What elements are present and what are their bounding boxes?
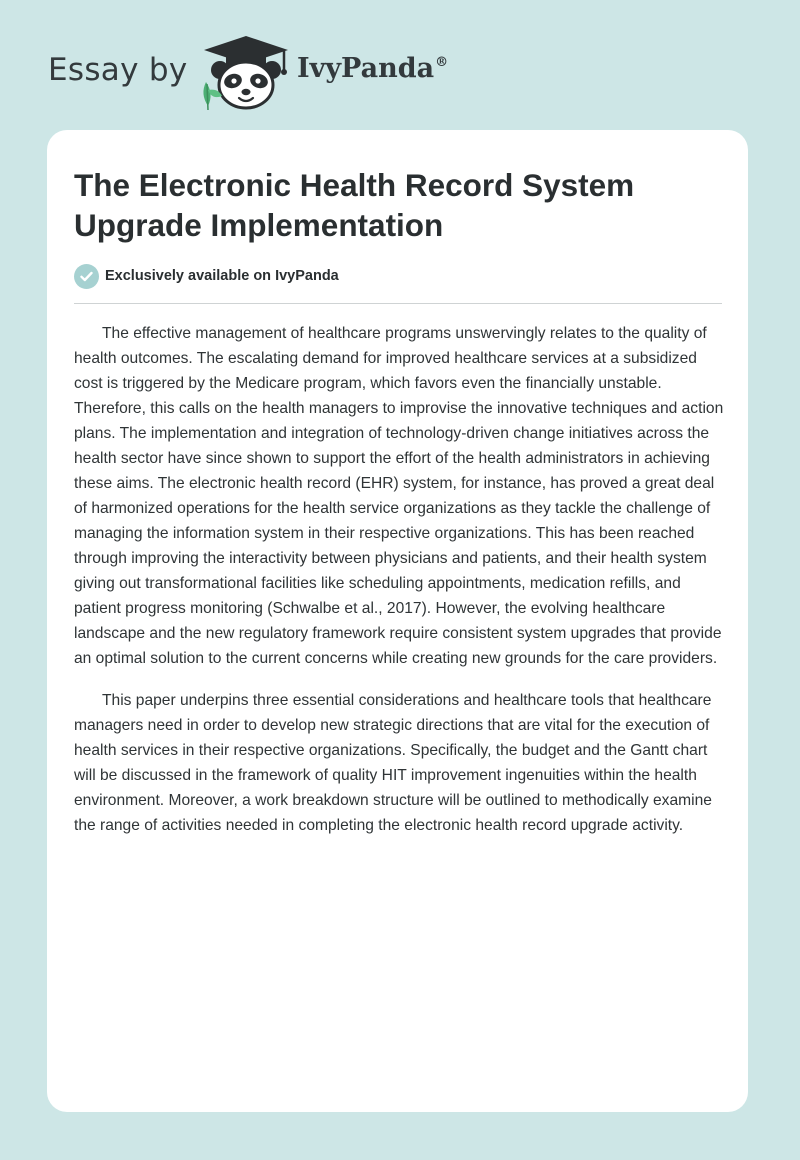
page-title: The Electronic Health Record System Upgrade Implementation bbox=[74, 167, 635, 243]
brand-header bbox=[48, 34, 488, 110]
article-card bbox=[47, 130, 748, 1112]
paragraph-1: The effective management of healthcare programs unswervingly relates to the quality of health outcomes. The escalating demand for improved healthcare services at a subsidized cost is triggered by the Medicare program, which favors even the financially unstable. Therefore, this calls on the health managers to improvise the innovative techniques and action plans. The implementation and integration of technology-driven change initiatives across the health sector have since shown to support the effort of the health administrators in achieving these aims. The electronic health record (EHR) system, for instance, has proved a great deal of harmonized operations for the health service organizations as they tackle the challenge of managing the information system in their respective organizations. This has been reached through improving the interactivity between physicians and patients, and their health system giving out transformational facilities like scheduling appointments, medication refills, and patient progress monitoring (Schwalbe et al., 2017). However, the evolving healthcare landscape and the new regulatory framework require consistent system upgrades that provide an optimal solution to the current concerns while creating new grounds for the care providers. bbox=[74, 325, 724, 667]
brand-name: IvyPanda® bbox=[297, 53, 449, 84]
exclusive-notice bbox=[74, 263, 339, 289]
panda-graduate-icon bbox=[200, 34, 292, 110]
divider bbox=[74, 303, 722, 304]
registered-mark: ® bbox=[435, 55, 449, 70]
check-icon bbox=[74, 264, 99, 289]
exclusive-label: Exclusively available on IvyPanda bbox=[105, 268, 339, 284]
brand-prefix: Essay by bbox=[48, 52, 188, 88]
article-body bbox=[74, 321, 726, 855]
paragraph-2: This paper underpins three essential considerations and healthcare tools that healthcare managers need in order to develop new strategic directions that are vital for the execution of health services in their respective organizations. Specifically, the budget and the Gantt chart will be discussed in the framework of quality HIT improvement ingenuities within the health environment. Moreover, a work breakdown structure will be outlined to methodically examine the range of activities needed in completing the electronic health record upgrade activity. bbox=[74, 692, 712, 834]
